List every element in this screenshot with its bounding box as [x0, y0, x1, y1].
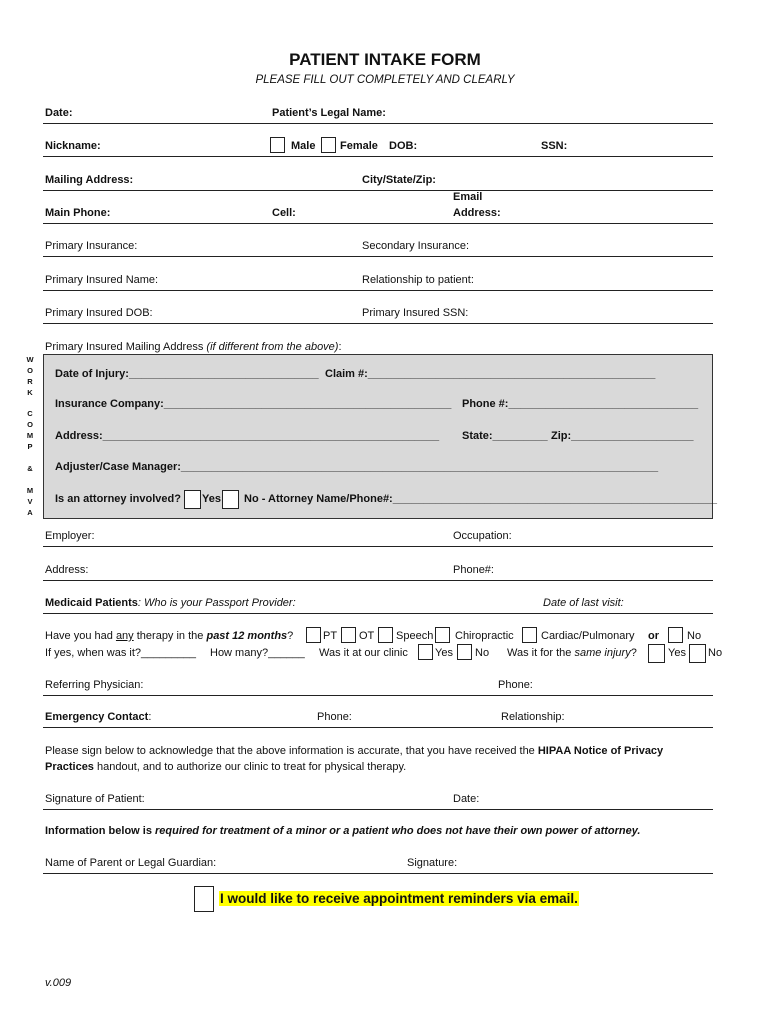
female-checkbox[interactable]: [321, 137, 336, 153]
same-injury-no-checkbox[interactable]: [689, 644, 706, 663]
side-letter: M: [26, 486, 34, 495]
cell-label: Cell:: [272, 207, 296, 219]
chiropractic-checkbox[interactable]: [435, 627, 450, 643]
pt-label: PT: [323, 630, 338, 642]
female-label: Female: [340, 140, 378, 152]
mailing-address-label: Mailing Address:: [45, 174, 134, 186]
emergency-relationship-label: Relationship:: [501, 711, 565, 723]
therapy-q-b: therapy in the: [133, 630, 207, 642]
page-subtitle: PLEASE FILL OUT COMPLETELY AND CLEARLY: [255, 74, 515, 86]
email-reminder-label: I would like to receive appointment reminders via email.: [220, 891, 578, 906]
employer-label: Employer:: [45, 530, 95, 542]
primary-insurance-label: Primary Insurance:: [45, 240, 138, 252]
ack-practices: Practices: [45, 761, 94, 773]
adjuster-field[interactable]: Adjuster/Case Manager:______________________________________________________________________________: [55, 461, 659, 473]
wc-state-field[interactable]: State:_________: [462, 430, 548, 442]
pt-checkbox[interactable]: [306, 627, 321, 643]
ack-text: Please sign below to acknowledge that the above information is accurate, that you have received the: [45, 745, 538, 757]
ack-hipaa: HIPAA Notice of Privacy: [537, 745, 664, 757]
attorney-question: Is an attorney involved?: [55, 493, 181, 505]
side-letter: K: [27, 388, 33, 397]
medicaid-row-line: [43, 613, 713, 614]
dob-label: DOB:: [389, 140, 418, 152]
clinic-yes-label: Yes: [435, 647, 453, 659]
primary-insured-mailing-label: [45, 341, 342, 353]
employer-phone-label: Phone#:: [453, 564, 494, 576]
insurance-row-line: [43, 256, 713, 257]
signature-patient-label: Signature of Patient:: [45, 793, 145, 805]
side-letter: O: [27, 420, 33, 429]
insurance-company-field[interactable]: Insurance Company:_______________________________________________: [55, 398, 452, 410]
ot-checkbox[interactable]: [341, 627, 356, 643]
mailing-note: (if different from the above): [206, 341, 339, 353]
employer-address-row-line: [43, 580, 713, 581]
employer-row-line: [43, 546, 713, 547]
emergency-colon: :: [148, 711, 152, 723]
main-phone-label: Main Phone:: [45, 207, 111, 219]
attorney-name-field[interactable]: No - Attorney Name/Phone#:_____________________________________________________: [244, 493, 717, 505]
side-letter: A: [27, 508, 33, 517]
side-letter: &: [27, 464, 33, 473]
email-label-1: Email: [453, 191, 483, 203]
date-row-line: [43, 123, 713, 124]
relationship-label: Relationship to patient:: [362, 274, 474, 286]
ack-line-2: [45, 761, 406, 773]
page-title: PATIENT INTAKE FORM: [289, 50, 481, 69]
same-injury-yes-label: Yes: [668, 647, 686, 659]
speech-label: Speech: [396, 630, 434, 642]
attorney-no-checkbox[interactable]: [222, 490, 239, 509]
or-label: or: [648, 630, 659, 642]
mailing-row-line: [43, 190, 713, 191]
guardian-signature-label: Signature:: [407, 857, 458, 869]
attorney-yes-label: Yes: [202, 493, 221, 505]
medicaid-question: : Who is your Passport Provider:: [137, 597, 296, 609]
attorney-yes-checkbox[interactable]: [184, 490, 201, 509]
how-many-field[interactable]: How many?______: [210, 647, 305, 659]
minor-note-a: Information below is: [45, 825, 156, 837]
male-checkbox[interactable]: [270, 137, 285, 153]
nickname-label: Nickname:: [45, 140, 101, 152]
email-label-2: Address:: [453, 207, 501, 219]
minor-note-b: required for treatment of a minor or a patient who does not have their own power of attorney.: [155, 825, 641, 837]
ack-line-1: [45, 745, 663, 757]
male-label: Male: [291, 140, 316, 152]
our-clinic-label: Was it at our clinic: [319, 647, 408, 659]
same-injury-no-label: No: [708, 647, 723, 659]
when-field[interactable]: If yes, when was it?_________: [45, 647, 197, 659]
occupation-label: Occupation:: [453, 530, 512, 542]
therapy-q-a: Have you had: [45, 630, 116, 642]
ack-text-2: handout, and to authorize our clinic to treat for physical therapy.: [93, 761, 407, 773]
email-reminder-checkbox[interactable]: [194, 886, 214, 912]
cardiac-label: Cardiac/Pulmonary: [541, 630, 635, 642]
side-letter: M: [26, 431, 34, 440]
wc-zip-field[interactable]: Zip:____________________: [551, 430, 694, 442]
medicaid-title: Medicaid Patients: [45, 597, 138, 609]
signature-date-label: Date:: [453, 793, 480, 805]
ssn-label: SSN:: [541, 140, 568, 152]
emergency-contact-label: [45, 711, 151, 723]
same-injury-label: [507, 647, 637, 659]
city-state-zip-label: City/State/Zip:: [362, 174, 436, 186]
primary-insured-dob-label: Primary Insured DOB:: [45, 307, 153, 319]
same-injury-b: same injury: [574, 647, 631, 659]
same-injury-a: Was it for the: [507, 647, 575, 659]
clinic-no-checkbox[interactable]: [457, 644, 472, 660]
claim-field[interactable]: Claim #:_______________________________________________: [325, 368, 656, 380]
side-letter: P: [27, 442, 33, 451]
mailing-colon: :: [338, 341, 342, 353]
side-letter: R: [27, 377, 33, 386]
referring-physician-label: Referring Physician:: [45, 679, 144, 691]
wc-phone-field[interactable]: Phone #:_______________________________: [462, 398, 699, 410]
signature-row-line: [43, 809, 713, 810]
referring-row-line: [43, 695, 713, 696]
medicaid-label: [45, 597, 296, 609]
side-letter: O: [27, 366, 33, 375]
clinic-yes-checkbox[interactable]: [418, 644, 433, 660]
legal-name-label: Patient’s Legal Name:: [272, 107, 386, 119]
minor-note: [45, 825, 641, 837]
mailing-text: Primary Insured Mailing Address: [45, 341, 207, 353]
therapy-question: [45, 630, 293, 642]
last-visit-label: Date of last visit:: [543, 597, 624, 609]
emergency-title: Emergency Contact: [45, 711, 149, 723]
wc-address-field[interactable]: Address:_______________________________________________________: [55, 430, 440, 442]
clinic-no-label: No: [475, 647, 490, 659]
guardian-row-line: [43, 873, 713, 874]
same-injury-c: ?: [630, 647, 637, 659]
chiropractic-label: Chiropractic: [455, 630, 514, 642]
version-label: v.009: [45, 977, 72, 989]
therapy-q-past: past 12 months: [206, 630, 288, 642]
side-letter: V: [27, 497, 33, 506]
date-of-injury-field[interactable]: Date of Injury:_______________________________: [55, 368, 319, 380]
guardian-name-label: Name of Parent or Legal Guardian:: [45, 857, 217, 869]
phone-row-line: [43, 223, 713, 224]
cardiac-checkbox[interactable]: [522, 627, 537, 643]
emergency-row-line: [43, 727, 713, 728]
speech-checkbox[interactable]: [378, 627, 393, 643]
therapy-no-label: No: [687, 630, 702, 642]
primary-insured-ssn-label: Primary Insured SSN:: [362, 307, 469, 319]
side-letter: C: [27, 409, 33, 418]
nickname-row-line: [43, 156, 713, 157]
primary-insured-name-label: Primary Insured Name:: [45, 274, 159, 286]
referring-phone-label: Phone:: [498, 679, 533, 691]
insured-dob-row-line: [43, 323, 713, 324]
emergency-phone-label: Phone:: [317, 711, 352, 723]
ot-label: OT: [359, 630, 375, 642]
employer-address-label: Address:: [45, 564, 89, 576]
side-letter: W: [26, 355, 34, 364]
therapy-q-any: any: [115, 630, 134, 642]
therapy-q-c: ?: [287, 630, 294, 642]
date-label: Date:: [45, 107, 73, 119]
therapy-no-checkbox[interactable]: [668, 627, 683, 643]
insured-name-row-line: [43, 290, 713, 291]
secondary-insurance-label: Secondary Insurance:: [362, 240, 470, 252]
same-injury-yes-checkbox[interactable]: [648, 644, 665, 663]
